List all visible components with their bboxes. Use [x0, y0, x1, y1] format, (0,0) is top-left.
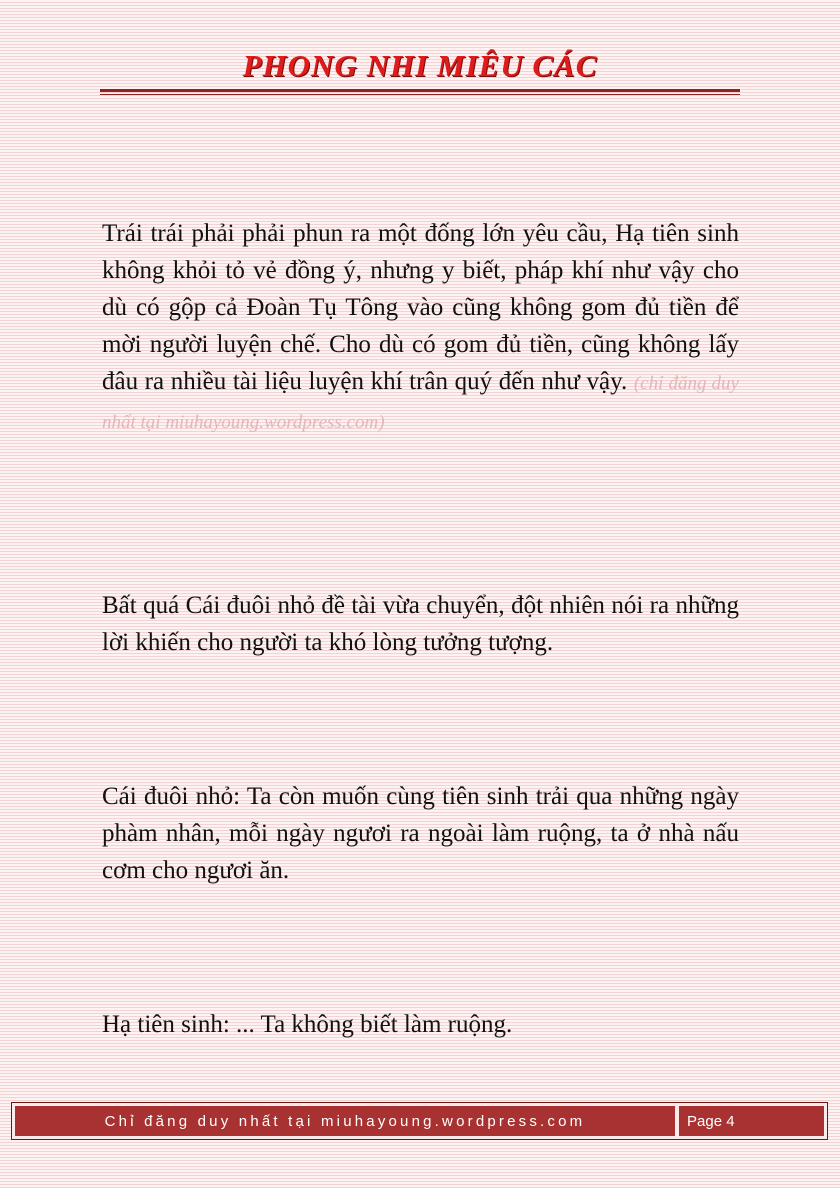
header-rule	[100, 89, 740, 92]
header-rule-thin	[100, 94, 740, 95]
page-header-title: PHONG NHI MIÊU CÁC	[242, 48, 598, 83]
footer-text: Chỉ đăng duy nhất tại miuhayoung.wordpress.com	[104, 1112, 586, 1130]
paragraph-4: Hạ tiên sinh: ... Ta không biết làm ruộng.	[102, 1011, 513, 1038]
footer-page-box	[679, 1106, 824, 1136]
paragraph-3: Cái đuôi nhỏ: Ta còn muốn cùng tiên sinh trải qua những ngày phàm nhân, mỗi ngày ngươi ra ngoài làm ruộng, ta ở nhà nấu cơm cho ngươi ăn.	[102, 783, 739, 884]
page-number: Page 4	[687, 1112, 735, 1130]
paragraph-1	[102, 215, 739, 441]
watermark-text: (chỉ đăng duy nhất tại miuhayoung.wordpress.com)	[102, 373, 739, 433]
page-footer	[11, 1102, 828, 1140]
paragraph-2: Bất quá Cái đuôi nhỏ đề tài vừa chuyển, đột nhiên nói ra những lời khiến cho người ta khó lòng tưởng tượng.	[102, 592, 739, 656]
paragraph-1-text: Trái trái phải phải phun ra một đống lớn yêu cầu, Hạ tiên sinh không khỏi tỏ vẻ đồng ý, nhưng y biết, pháp khí như vậy cho dù có gộp cả Đoàn Tụ Tông vào cũng không gom đủ tiền để mời người luyện chế. Cho dù có gom đủ tiền, cũng không lấy đâu ra nhiều tài liệu luyện khí trân quý đến như vậy.	[102, 220, 739, 395]
footer-bar	[15, 1106, 675, 1136]
